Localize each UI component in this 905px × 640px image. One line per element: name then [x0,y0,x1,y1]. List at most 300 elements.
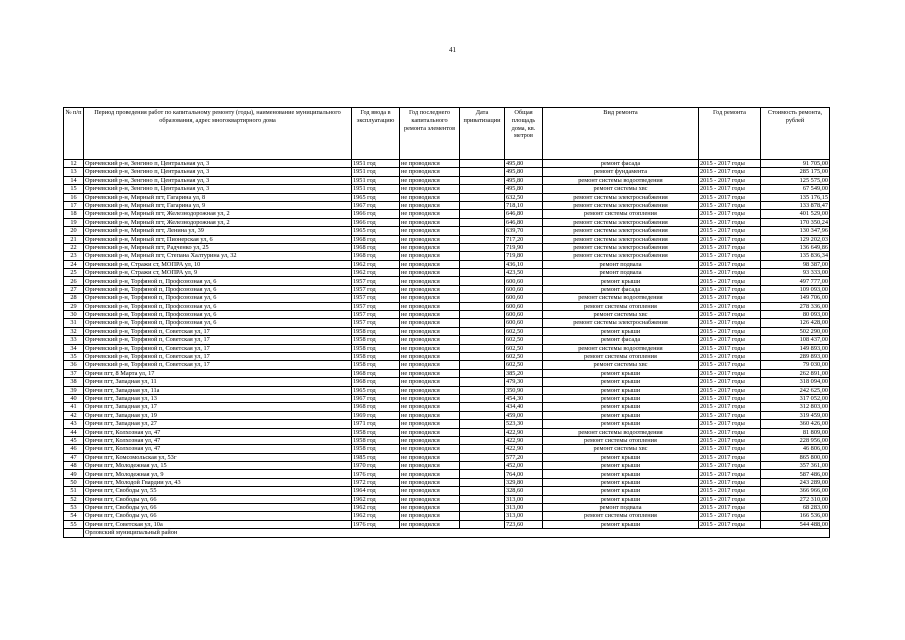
privatization-cell [460,336,505,344]
address-cell: Оричи пгт, Колхозная ул, 47 [84,436,352,444]
area-cell: 602,50 [505,361,543,369]
row-index: 42 [64,411,84,419]
repair-year-cell: 2015 - 2017 годы [699,504,761,512]
cost-cell: 135 836,34 [761,252,830,260]
cost-cell: 401 529,00 [761,210,830,218]
privatization-cell [460,269,505,277]
row-index: 51 [64,487,84,495]
header-repair-type: Вид ремонта [543,108,699,160]
commission-year-cell: 1958 год [352,428,400,436]
last-repair-cell: не проводился [400,453,460,461]
last-repair-cell: не проводился [400,302,460,310]
repair-year-cell: 2015 - 2017 годы [699,260,761,268]
repair-type-cell: ремонт подвала [543,260,699,268]
area-cell: 600,60 [505,319,543,327]
last-repair-cell: не проводился [400,445,460,453]
repair-year-cell: 2015 - 2017 годы [699,495,761,503]
privatization-cell [460,403,505,411]
row-index: 38 [64,378,84,386]
table-row [64,252,830,260]
table-row [64,428,830,436]
address-cell: Оричевский р-н, Мирный пгт, Пионерская ул, 6 [84,235,352,243]
address-cell: Оричи пгт, Колхозная ул, 47 [84,445,352,453]
last-repair-cell: не проводился [400,327,460,335]
commission-year-cell: 1965 год [352,227,400,235]
area-cell: 459,00 [505,411,543,419]
area-cell: 600,60 [505,285,543,293]
cost-cell: 93 333,00 [761,269,830,277]
area-cell: 436,10 [505,260,543,268]
area-cell: 577,20 [505,453,543,461]
table-row [64,361,830,369]
repair-type-cell: ремонт системы водоотведения [543,344,699,352]
area-cell: 646,80 [505,210,543,218]
row-index: 44 [64,428,84,436]
address-cell: Оричи пгт, Молодежная ул, 15 [84,462,352,470]
cost-cell: 135 176,15 [761,193,830,201]
repair-type-cell: ремонт крыши [543,453,699,461]
repair-year-cell: 2015 - 2017 годы [699,193,761,201]
cost-cell: 109 093,00 [761,285,830,293]
row-index: 33 [64,336,84,344]
privatization-cell [460,352,505,360]
repair-year-cell: 2015 - 2017 годы [699,252,761,260]
address-cell: Оричи пгт, Западная ул, 11а [84,386,352,394]
commission-year-cell: 1958 год [352,445,400,453]
address-cell: Оричи пгт, Западная ул, 19 [84,411,352,419]
last-repair-cell: не проводился [400,495,460,503]
repair-type-cell: ремонт системы электроснабжения [543,243,699,251]
privatization-cell [460,168,505,176]
repair-year-cell: 2015 - 2017 годы [699,378,761,386]
privatization-cell [460,201,505,209]
privatization-cell [460,453,505,461]
table-row [64,420,830,428]
last-repair-cell: не проводился [400,185,460,193]
address-cell: Оричи пгт, Западная ул, 27 [84,420,352,428]
area-cell: 602,50 [505,336,543,344]
repair-type-cell: ремонт системы водоотведения [543,294,699,302]
commission-year-cell: 1958 год [352,361,400,369]
cost-cell: 357 361,00 [761,462,830,470]
row-index: 17 [64,201,84,209]
repair-schedule-table [63,107,830,538]
address-cell: Оричи пгт, Колхозная ул, 47 [84,428,352,436]
address-cell: Оричевский р-н, Торфяной п, Советская ул, 17 [84,327,352,335]
last-repair-cell: не проводился [400,218,460,226]
table-row [64,462,830,470]
repair-type-cell: ремонт подвала [543,269,699,277]
area-cell: 385,20 [505,369,543,377]
address-cell: Оричевский р-н, Торфяной п, Советская ул, 17 [84,361,352,369]
repair-type-cell: ремонт крыши [543,327,699,335]
repair-type-cell: ремонт крыши [543,495,699,503]
area-cell: 523,30 [505,420,543,428]
repair-year-cell: 2015 - 2017 годы [699,369,761,377]
address-cell: Оричи пгт, Комсомольская ул, 53г [84,453,352,461]
commission-year-cell: 1957 год [352,302,400,310]
privatization-cell [460,512,505,520]
repair-year-cell: 2015 - 2017 годы [699,319,761,327]
repair-type-cell: ремонт системы хвс [543,445,699,453]
row-index: 35 [64,352,84,360]
area-cell: 495,80 [505,185,543,193]
commission-year-cell: 1957 год [352,285,400,293]
last-repair-cell: не проводился [400,504,460,512]
repair-type-cell: ремонт подвала [543,504,699,512]
repair-year-cell: 2015 - 2017 годы [699,160,761,168]
row-index: 43 [64,420,84,428]
row-index: 15 [64,185,84,193]
address-cell: Оричи пгт, Западная ул, 13 [84,394,352,402]
privatization-cell [460,411,505,419]
last-repair-cell: не проводился [400,394,460,402]
repair-year-cell: 2015 - 2017 годы [699,218,761,226]
privatization-cell [460,193,505,201]
repair-year-cell: 2015 - 2017 годы [699,420,761,428]
repair-year-cell: 2015 - 2017 годы [699,243,761,251]
last-repair-cell: не проводился [400,369,460,377]
district-row [64,529,830,537]
area-cell: 422,90 [505,428,543,436]
privatization-cell [460,185,505,193]
last-repair-cell: не проводился [400,420,460,428]
address-cell: Оричевский р-н, Стражи ст, МОПРА ул, 10 [84,260,352,268]
table-row [64,294,830,302]
area-cell: 764,00 [505,470,543,478]
last-repair-cell: не проводился [400,386,460,394]
area-cell: 313,00 [505,504,543,512]
header-cost: Стоимость ремонта, рублей [761,108,830,160]
repair-type-cell: ремонт крыши [543,470,699,478]
repair-type-cell: ремонт крыши [543,420,699,428]
cost-cell: 502 290,00 [761,327,830,335]
last-repair-cell: не проводился [400,411,460,419]
district-index-cell [64,529,84,537]
last-repair-cell: не проводился [400,210,460,218]
repair-year-cell: 2015 - 2017 годы [699,386,761,394]
repair-year-cell: 2015 - 2017 годы [699,428,761,436]
table-row [64,235,830,243]
last-repair-cell: не проводился [400,361,460,369]
address-cell: Оричевский р-н, Мирный пгт, Железнодорожная ул, 2 [84,218,352,226]
repair-type-cell: ремонт фундамента [543,168,699,176]
commission-year-cell: 1951 год [352,176,400,184]
address-cell: Оричевский р-н, Торфяной п, Советская ул, 17 [84,336,352,344]
repair-year-cell: 2015 - 2017 годы [699,210,761,218]
row-index: 19 [64,218,84,226]
header-privatization-date: Дата приватизации [460,108,505,160]
table-header-row [64,108,830,160]
cost-cell: 170 350,24 [761,218,830,226]
cost-cell: 865 800,00 [761,453,830,461]
repair-type-cell: ремонт крыши [543,403,699,411]
address-cell: Оричевский р-н, Зенгино п, Центральная ул, 3 [84,176,352,184]
table-row [64,512,830,520]
area-cell: 719,90 [505,243,543,251]
address-cell: Оричевский р-н, Мирный пгт, Степана Халтурина ул, 32 [84,252,352,260]
row-index: 32 [64,327,84,335]
row-index: 26 [64,277,84,285]
commission-year-cell: 1965 год [352,193,400,201]
repair-year-cell: 2015 - 2017 годы [699,411,761,419]
cost-cell: 79 030,00 [761,361,830,369]
area-cell: 452,00 [505,462,543,470]
privatization-cell [460,470,505,478]
table-row [64,176,830,184]
row-index: 13 [64,168,84,176]
last-repair-cell: не проводился [400,403,460,411]
address-cell: Оричи пгт, Западная ул, 11 [84,378,352,386]
privatization-cell [460,504,505,512]
cost-cell: 126 428,00 [761,319,830,327]
address-cell: Оричи пгт, Свободы ул, 66 [84,512,352,520]
repair-year-cell: 2015 - 2017 годы [699,344,761,352]
privatization-cell [460,344,505,352]
row-index: 48 [64,462,84,470]
row-index: 29 [64,302,84,310]
table-row [64,453,830,461]
cost-cell: 544 488,00 [761,520,830,528]
repair-type-cell: ремонт крыши [543,378,699,386]
commission-year-cell: 1976 год [352,520,400,528]
address-cell: Оричевский р-н, Мирный пгт, Железнодорожная ул, 2 [84,210,352,218]
row-index: 28 [64,294,84,302]
table-row [64,193,830,201]
repair-type-cell: ремонт крыши [543,487,699,495]
address-cell: Оричевский р-н, Мирный пгт, Ленина ул, 39 [84,227,352,235]
area-cell: 602,50 [505,352,543,360]
row-index: 18 [64,210,84,218]
commission-year-cell: 1957 год [352,319,400,327]
repair-year-cell: 2015 - 2017 годы [699,470,761,478]
repair-type-cell: ремонт системы отопления [543,210,699,218]
commission-year-cell: 1962 год [352,260,400,268]
repair-type-cell: ремонт крыши [543,520,699,528]
cost-cell: 319 459,00 [761,411,830,419]
area-cell: 600,60 [505,302,543,310]
table-row [64,260,830,268]
area-cell: 632,50 [505,193,543,201]
cost-cell: 166 536,00 [761,512,830,520]
repair-type-cell: ремонт системы электроснабжения [543,252,699,260]
last-repair-cell: не проводился [400,260,460,268]
repair-type-cell: ремонт системы электроснабжения [543,218,699,226]
privatization-cell [460,243,505,251]
repair-year-cell: 2015 - 2017 годы [699,487,761,495]
cost-cell: 285 175,00 [761,168,830,176]
table-body [64,160,830,538]
cost-cell: 360 426,00 [761,420,830,428]
privatization-cell [460,235,505,243]
commission-year-cell: 1962 год [352,495,400,503]
area-cell: 646,80 [505,218,543,226]
table-row [64,201,830,209]
area-cell: 639,70 [505,227,543,235]
commission-year-cell: 1967 год [352,394,400,402]
last-repair-cell: не проводился [400,470,460,478]
table-row [64,520,830,528]
privatization-cell [460,218,505,226]
table-row [64,411,830,419]
cost-cell: 366 966,00 [761,487,830,495]
last-repair-cell: не проводился [400,227,460,235]
cost-cell: 149 706,00 [761,294,830,302]
commission-year-cell: 1962 год [352,504,400,512]
table-row [64,344,830,352]
repair-year-cell: 2015 - 2017 годы [699,311,761,319]
commission-year-cell: 1968 год [352,235,400,243]
last-repair-cell: не проводился [400,285,460,293]
repair-type-cell: ремонт системы электроснабжения [543,193,699,201]
commission-year-cell: 1968 год [352,369,400,377]
repair-type-cell: ремонт системы отопления [543,512,699,520]
header-commission-year: Год ввода в эксплуатацию [352,108,400,160]
commission-year-cell: 1951 год [352,168,400,176]
repair-year-cell: 2015 - 2017 годы [699,277,761,285]
cost-cell: 80 093,00 [761,311,830,319]
repair-type-cell: ремонт крыши [543,277,699,285]
cost-cell: 46 806,00 [761,445,830,453]
last-repair-cell: не проводился [400,428,460,436]
header-address: Период проведения работ по капитальному ремонту (годы), наименование муниципального образования, адрес многоквартирного дома [84,108,352,160]
row-index: 52 [64,495,84,503]
privatization-cell [460,285,505,293]
privatization-cell [460,369,505,377]
address-cell: Оричевский р-н, Зенгино п, Центральная ул, 3 [84,168,352,176]
repair-year-cell: 2015 - 2017 годы [699,478,761,486]
repair-type-cell: ремонт фасада [543,285,699,293]
last-repair-cell: не проводился [400,160,460,168]
repair-year-cell: 2015 - 2017 годы [699,285,761,293]
address-cell: Оричи пгт, Свободы ул, 66 [84,495,352,503]
cost-cell: 289 893,00 [761,352,830,360]
repair-year-cell: 2015 - 2017 годы [699,327,761,335]
repair-year-cell: 2015 - 2017 годы [699,512,761,520]
repair-year-cell: 2015 - 2017 годы [699,462,761,470]
last-repair-cell: не проводился [400,294,460,302]
address-cell: Оричевский р-н, Стражи ст, МОПРА ул, 9 [84,269,352,277]
cost-cell: 67 549,00 [761,185,830,193]
privatization-cell [460,294,505,302]
table-row [64,369,830,377]
area-cell: 600,60 [505,277,543,285]
row-index: 25 [64,269,84,277]
table-row [64,394,830,402]
cost-cell: 125 575,00 [761,176,830,184]
last-repair-cell: не проводился [400,520,460,528]
area-cell: 495,80 [505,168,543,176]
area-cell: 423,50 [505,269,543,277]
commission-year-cell: 1965 год [352,386,400,394]
table-row [64,327,830,335]
area-cell: 602,50 [505,344,543,352]
repair-year-cell: 2015 - 2017 годы [699,201,761,209]
address-cell: Оричевский р-н, Торфяной п, Профсоюзная ул, 6 [84,302,352,310]
row-index: 47 [64,453,84,461]
repair-type-cell: ремонт крыши [543,369,699,377]
address-cell: Оричи пгт, Молодой Гвардии ул, 43 [84,478,352,486]
repair-type-cell: ремонт фасада [543,336,699,344]
privatization-cell [460,302,505,310]
table-row [64,210,830,218]
commission-year-cell: 1968 год [352,243,400,251]
area-cell: 328,60 [505,487,543,495]
table-row [64,504,830,512]
repair-year-cell: 2015 - 2017 годы [699,520,761,528]
commission-year-cell: 1958 год [352,436,400,444]
privatization-cell [460,445,505,453]
privatization-cell [460,487,505,495]
last-repair-cell: не проводился [400,336,460,344]
table-row [64,269,830,277]
commission-year-cell: 1985 год [352,453,400,461]
row-index: 54 [64,512,84,520]
commission-year-cell: 1968 год [352,378,400,386]
repair-year-cell: 2015 - 2017 годы [699,394,761,402]
cost-cell: 317 052,00 [761,394,830,402]
cost-cell: 272 310,00 [761,495,830,503]
table-row [64,470,830,478]
privatization-cell [460,227,505,235]
table-row [64,478,830,486]
cost-cell: 136 649,86 [761,243,830,251]
privatization-cell [460,495,505,503]
repair-type-cell: ремонт системы электроснабжения [543,319,699,327]
row-index: 20 [64,227,84,235]
row-index: 50 [64,478,84,486]
table-row [64,495,830,503]
last-repair-cell: не проводился [400,277,460,285]
table-row [64,302,830,310]
row-index: 16 [64,193,84,201]
row-index: 21 [64,235,84,243]
address-cell: Оричевский р-н, Торфяной п, Профсоюзная ул, 6 [84,311,352,319]
address-cell: Оричи пгт, Западная ул, 17 [84,403,352,411]
commission-year-cell: 1958 год [352,344,400,352]
commission-year-cell: 1951 год [352,160,400,168]
area-cell: 422,90 [505,436,543,444]
commission-year-cell: 1972 год [352,478,400,486]
cost-cell: 133 878,47 [761,201,830,209]
repair-type-cell: ремонт системы электроснабжения [543,201,699,209]
area-cell: 602,50 [505,327,543,335]
last-repair-cell: не проводился [400,193,460,201]
repair-year-cell: 2015 - 2017 годы [699,294,761,302]
privatization-cell [460,210,505,218]
address-cell: Оричевский р-н, Торфяной п, Профсоюзная ул, 6 [84,294,352,302]
commission-year-cell: 1968 год [352,403,400,411]
privatization-cell [460,160,505,168]
cost-cell: 312 803,00 [761,403,830,411]
privatization-cell [460,311,505,319]
address-cell: Оричевский р-н, Мирный пгт, Гагарина ул, 9 [84,201,352,209]
last-repair-cell: не проводился [400,512,460,520]
last-repair-cell: не проводился [400,487,460,495]
table-row [64,445,830,453]
repair-year-cell: 2015 - 2017 годы [699,176,761,184]
privatization-cell [460,436,505,444]
privatization-cell [460,378,505,386]
header-repair-year: Год ремонта [699,108,761,160]
cost-cell: 130 347,96 [761,227,830,235]
cost-cell: 108 437,00 [761,336,830,344]
area-cell: 434,40 [505,403,543,411]
area-cell: 723,60 [505,520,543,528]
cost-cell: 81 809,00 [761,428,830,436]
repair-type-cell: ремонт системы отопления [543,302,699,310]
cost-cell: 129 202,03 [761,235,830,243]
